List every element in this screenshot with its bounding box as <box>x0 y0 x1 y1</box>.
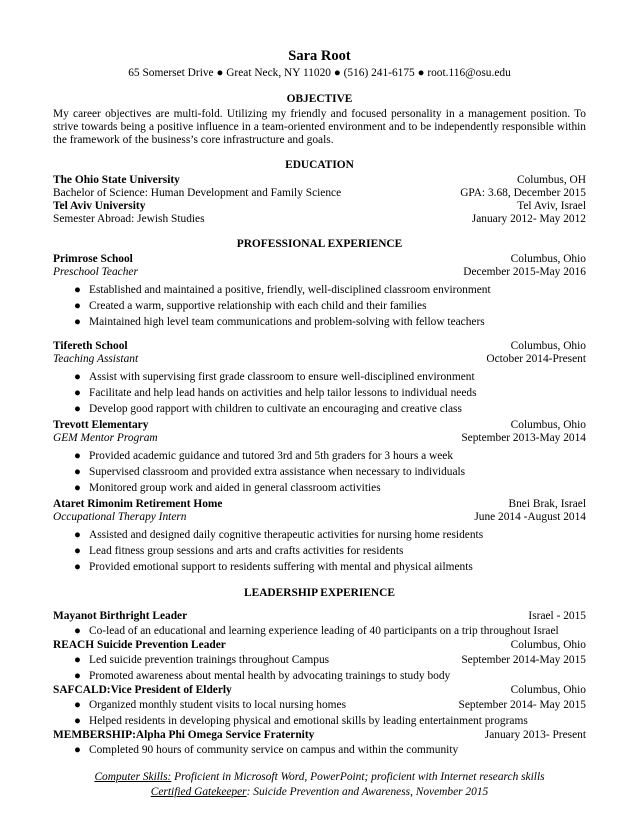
job-title: Occupational Therapy Intern <box>53 511 187 523</box>
list-item: ● Provided academic guidance and tutored 3rd and 5th graders for 3 hours a week <box>74 450 454 462</box>
resume-page <box>53 48 586 800</box>
program-dates: January 2012- May 2012 <box>471 213 586 225</box>
objective-text: My career objectives are multi-fold. Utilizing my friendly and focused personality in a management position. To strive towards being a positive influence in a team-oriented environment and to be independently responsible within the framework of the business’s core infrastructure and goals. <box>53 108 586 146</box>
bullet-icon: ● <box>74 654 81 666</box>
gatekeeper-label: Certified Gatekeeper <box>150 786 247 798</box>
list-item: ● Promoted awareness about mental health by advocating trainings to study body <box>74 670 451 682</box>
job-org: Ataret Rimonim Retirement Home <box>53 498 223 510</box>
bullet-icon: ● <box>74 403 81 415</box>
job-location: Columbus, Ohio <box>510 419 586 431</box>
job-bullets <box>53 369 586 417</box>
bullet-icon: ● <box>74 387 81 399</box>
role-title: REACH Suicide Prevention Leader <box>53 639 226 651</box>
job-header <box>53 340 586 353</box>
list-item: ● Assist with supervising first grade classroom to ensure well-disciplined environment <box>74 371 475 383</box>
bullet-icon: ● <box>74 316 81 328</box>
role-right: Columbus, Ohio <box>510 684 586 696</box>
job-header <box>53 419 586 432</box>
role-title: Mayanot Birthright Leader <box>53 610 188 622</box>
role-right: Columbus, Ohio <box>510 639 586 651</box>
bullet-icon: ● <box>74 625 81 637</box>
gpa-date: GPA: 3.68, December 2015 <box>460 187 586 199</box>
role-bullets <box>53 697 586 729</box>
leadership-heading: LEADERSHIP EXPERIENCE <box>244 587 395 599</box>
list-item: ● Organized monthly student visits to local nursing homes September 2014- May 2015 <box>74 699 586 711</box>
job-title: Teaching Assistant <box>53 353 139 365</box>
computer-skills-line <box>53 770 586 785</box>
job-org: Trevott Elementary <box>53 419 149 431</box>
job-bullets <box>53 527 586 575</box>
school-name: The Ohio State University <box>53 174 180 186</box>
job-title: GEM Mentor Program <box>53 432 158 444</box>
job-dates: September 2013-May 2014 <box>461 432 586 444</box>
bullet-icon: ● <box>74 744 81 756</box>
role-title: SAFCALD:Vice President of Elderly <box>53 684 232 696</box>
computer-skills-text: Proficient in Microsoft Word, PowerPoint; proficient with Internet research skills <box>171 771 545 783</box>
gatekeeper-text: : Suicide Prevention and Awareness, November 2015 <box>246 786 489 798</box>
gatekeeper-line <box>53 785 586 800</box>
job-subheader <box>53 353 586 366</box>
bullet-icon: ● <box>74 561 81 573</box>
list-item: ● Established and maintained a positive, friendly, well-disciplined classroom environment <box>74 284 491 296</box>
education-entry <box>53 200 586 213</box>
list-item: ● Maintained high level team communications and problem-solving with fellow teachers <box>74 316 485 328</box>
job-header <box>53 498 586 511</box>
school-name: Tel Aviv University <box>53 200 146 212</box>
role-right: Israel - 2015 <box>528 610 586 622</box>
job-bullets <box>53 282 586 330</box>
job-subheader <box>53 266 586 279</box>
list-item: ● Develop good rapport with children to cultivate an encouraging and creative class <box>74 403 462 415</box>
bullet-icon: ● <box>74 450 81 462</box>
list-item: ● Assisted and designed daily cognitive therapeutic activities for nursing home residents <box>74 529 484 541</box>
bullet-icon: ● <box>74 284 81 296</box>
education-entry <box>53 174 586 187</box>
role-title: MEMBERSHIP:Alpha Phi Omega Service Fraternity <box>53 729 315 741</box>
footer <box>53 770 586 800</box>
role-bullets <box>53 652 586 684</box>
education-entry <box>53 187 586 200</box>
list-item: ● Created a warm, supportive relationship with each child and their families <box>74 300 427 312</box>
bullet-icon: ● <box>74 371 81 383</box>
objective-heading: OBJECTIVE <box>286 93 353 105</box>
program: Semester Abroad: Jewish Studies <box>53 213 205 225</box>
list-item: ● Co-lead of an educational and learning experience leading of 40 participants on a trip throughout Israel <box>74 625 559 637</box>
bullet-icon: ● <box>74 670 81 682</box>
list-item: ● Completed 90 hours of community service on campus and within the community <box>74 744 459 756</box>
job-location: Columbus, Ohio <box>510 340 586 352</box>
job-subheader <box>53 511 586 524</box>
role-header <box>53 639 586 652</box>
list-item: ● Lead fitness group sessions and arts and crafts activities for residents <box>74 545 404 557</box>
candidate-name: Sara Root <box>288 48 351 64</box>
list-item: ● Provided emotional support to residents suffering with mental and physical ailments <box>74 561 473 573</box>
job-org: Tifereth School <box>53 340 128 352</box>
job-header <box>53 253 586 266</box>
job-dates: June 2014 -August 2014 <box>474 511 586 523</box>
list-item: ● Facilitate and help lead hands on activities and help tailor lessons to individual needs <box>74 387 477 399</box>
role-header <box>53 684 586 697</box>
job-dates: December 2015-May 2016 <box>463 266 586 278</box>
list-item: ● Helped residents in developing physical and emotional skills by leading entertainment programs <box>74 715 528 727</box>
role-bullets <box>53 623 586 639</box>
role-header <box>53 729 586 742</box>
education-heading: EDUCATION <box>285 159 354 171</box>
bullet-icon: ● <box>74 715 81 727</box>
job-dates: October 2014-Present <box>486 353 586 365</box>
list-item: ● Supervised classroom and provided extra assistance when necessary to individuals <box>74 466 466 478</box>
education-entry <box>53 213 586 226</box>
role-right: January 2013- Present <box>484 729 586 741</box>
professional-heading: PROFESSIONAL EXPERIENCE <box>236 238 403 250</box>
school-location: Tel Aviv, Israel <box>517 200 586 212</box>
computer-skills-label: Computer Skills: <box>94 771 172 783</box>
list-item: ● Led suicide prevention trainings throughout Campus September 2014-May 2015 <box>74 654 586 666</box>
bullet-icon: ● <box>74 699 81 711</box>
role-header <box>53 610 586 623</box>
bullet-icon: ● <box>74 482 81 494</box>
bullet-icon: ● <box>74 545 81 557</box>
job-location: Columbus, Ohio <box>510 253 586 265</box>
job-location: Bnei Brak, Israel <box>508 498 586 510</box>
bullet-icon: ● <box>74 466 81 478</box>
bullet-icon: ● <box>74 300 81 312</box>
degree: Bachelor of Science: Human Development and Family Science <box>53 187 342 199</box>
job-title: Preschool Teacher <box>53 266 138 278</box>
job-bullets <box>53 448 586 496</box>
job-subheader <box>53 432 586 445</box>
job-org: Primrose School <box>53 253 133 265</box>
role-bullets <box>53 742 586 758</box>
list-item: ● Monitored group work and aided in general classroom activities <box>74 482 381 494</box>
contact-line: 65 Somerset Drive ● Great Neck, NY 11020 ● (516) 241-6175 ● root.116@osu.edu <box>128 67 511 79</box>
bullet-icon: ● <box>74 529 81 541</box>
school-location: Columbus, OH <box>517 174 586 186</box>
